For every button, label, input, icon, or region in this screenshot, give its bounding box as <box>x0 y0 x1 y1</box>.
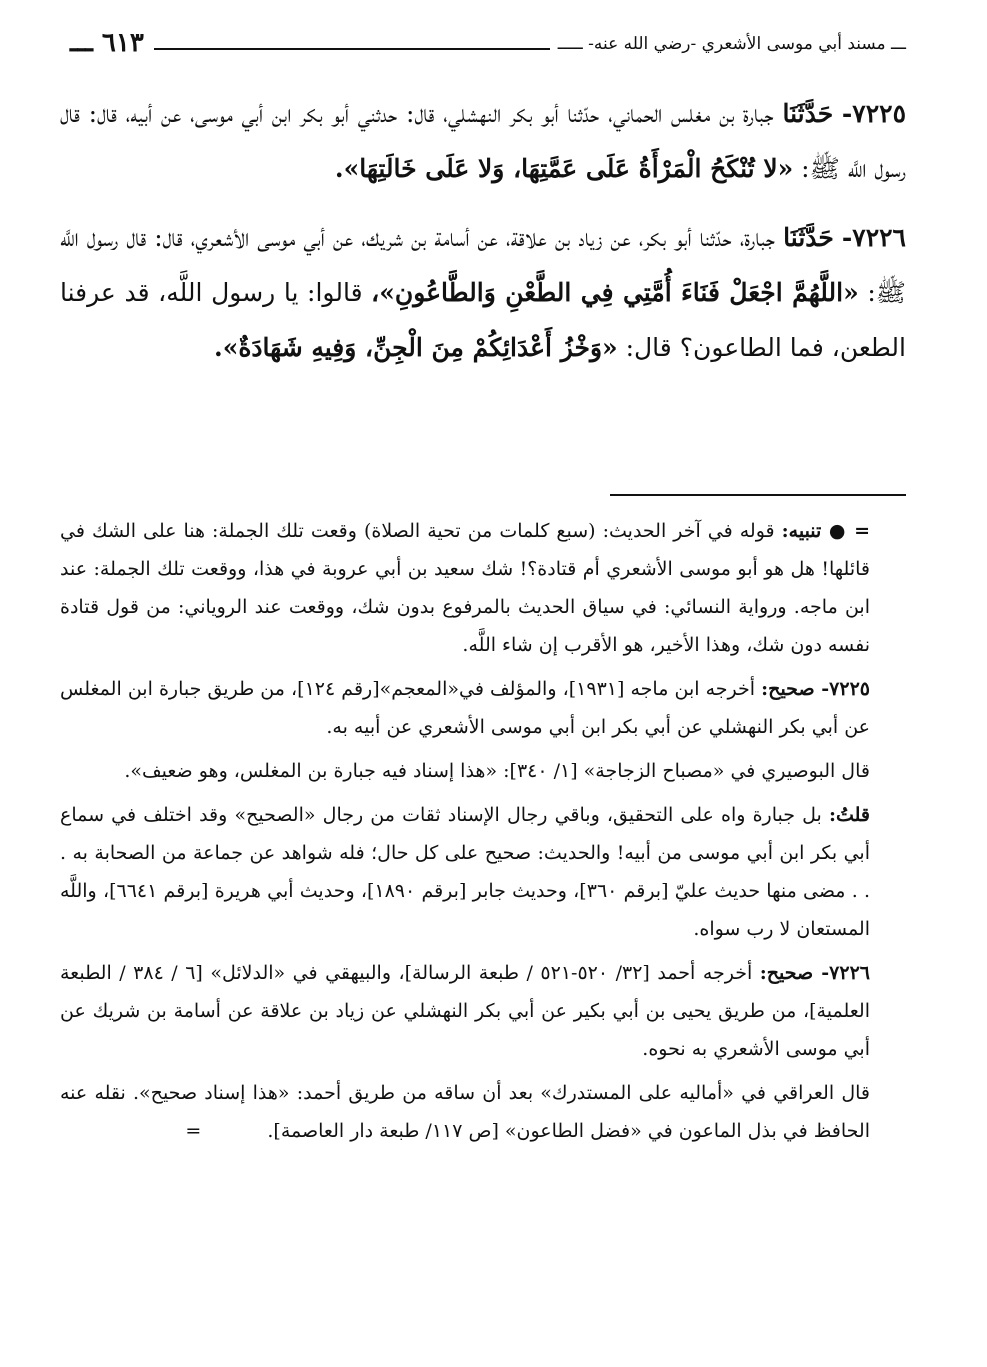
footnote-iraqi <box>60 1074 906 1150</box>
matn-text-2: «وَخْزُ أَعْدَائِكُمْ مِنَ الْجِنِّ، وَفِيهِ شَهَادَةٌ». <box>214 333 618 362</box>
hadith-number: ٧٢٢٥- <box>841 99 907 128</box>
haddathana-word: حَدَّثَنَا <box>782 99 834 128</box>
footnote-busiri <box>60 752 906 790</box>
footnote-tanbih <box>60 512 906 664</box>
note-text: قال البوصيري في «مصباح الزجاجة» [١/ ٣٤٠]: «هذا إسناد فيه جبارة بن المغلس، وهو ضعيف». <box>124 760 870 782</box>
footnote-divider <box>610 494 906 496</box>
isnad-text: جبارة بن مغلس الحماني، حدّثنا أبو بكر النهشلي، قال: حدثني أبو بكر ابن أبي موسى، عن أبيه، قال: قال رسول اللَّه ﷺ: <box>60 99 906 183</box>
hadith-number: ٧٢٢٦- <box>841 223 906 252</box>
note-text: أخرجه أحمد [٣٢/ ٥٢٠-٥٢١ / طبعة الرسالة]، والبيهقي في «الدلائل» [٦ / ٣٨٤ / الطبعة العلمية]، من طريق يحيى بن أبي بكير عن أبي بكر النهشلي عن زياد بن علاقة عن أسامة بن شريك عن أبي موسى الأشعري به نحوه. <box>60 962 870 1060</box>
page-number: ٦١٣ ـــ <box>60 28 154 58</box>
note-text: قال العراقي في «أماليه على المستدرك» بعد أن ساقه من طريق أحمد: «هذا إسناد صحيح». نقله عنه الحافظ في بذل الماعون في «فضل الطاعون» [ص ١١٧/ طبعة دار العاصمة]. <box>60 1082 870 1142</box>
isnad-text-2: قالوا: يا رسول اللَّه، قد عرفنا الطعن، فما الطاعون؟ قال: <box>60 278 906 362</box>
note-text: أخرجه ابن ماجه [١٩٣١]، والمؤلف في«المعجم»[رقم ١٢٤]، من طريق جبارة ابن المغلس عن أبي بكر النهشلي عن أبي بكر ابن أبي موسى الأشعري عن أبيه به. <box>60 678 870 738</box>
note-text: قوله في آخر الحديث: (سبع كلمات من تحية الصلاة) وقعت تلك الجملة: هنا على الشك في قائلها! هل هو أبو موسى الأشعري أم قتادة؟! شك سعيد بن أبي عروبة في هذا، ووقعت تلك الجملة: عند ابن ماجه. ورواية النسائي: في سياق الحديث بالمرفوع بدون شك، ووقعت عند الروياني: من قول قتادة نفسه دون شك، وهذا الأخير، هو الأقرب إن شاء اللَّه. <box>60 520 870 656</box>
running-title: ـــ مسند أبي موسى الأشعري -رضي الله عنه- ـــــ <box>550 34 906 54</box>
note-prefix: = ● تنبيه: <box>781 520 870 542</box>
hadith-body <box>60 86 906 389</box>
isnad-text: جبارة، حدّثنا أبو بكر، عن زياد بن علاقة، عن أسامة بن شريك، عن أبي موسى الأشعري، قال: قال رسول اللَّه ﷺ: <box>60 223 906 307</box>
continuation-mark: = <box>185 1120 202 1142</box>
hadith-7225 <box>60 86 906 196</box>
haddathana-word: حَدَّثَنَا <box>783 223 834 252</box>
note-prefix: ٧٢٢٦- صحيح: <box>759 962 870 984</box>
footnote-7225 <box>60 670 906 746</box>
page-header <box>60 28 906 68</box>
note-prefix: قلتُ: <box>828 804 870 826</box>
footnote-7226 <box>60 954 906 1068</box>
matn-text: «اللَّهُمَّ اجْعَلْ فَنَاءَ أُمَّتِي فِي الطَّعْنِ وَالطَّاعُونِ»، <box>371 278 859 307</box>
footnotes <box>60 512 906 1156</box>
note-prefix: ٧٢٢٥- صحيح: <box>761 678 870 700</box>
hadith-7226 <box>60 210 906 375</box>
matn-text: «لا تُنْكَحُ الْمَرْأَةُ عَلَى عَمَّتِهَا، وَلا عَلَى خَالَتِهَا». <box>334 154 794 183</box>
footnote-qultu <box>60 796 906 948</box>
note-text: بل جبارة واه على التحقيق، وباقي رجال الإسناد ثقات من رجال «الصحيح» وقد اختلف في سماع أبي بكر ابن أبي موسى من أبيه! والحديث: صحيح على كل حال؛ فله شواهد عن جماعة من الصحابة به . . . مضى منها حديث عليّ [برقم ٣٦٠]، وحديث جابر [برقم ١٨٩٠]، وحديث أبي هريرة [برقم ٦٦٤١]، واللَّه المستعان لا رب سواه. <box>60 804 871 940</box>
